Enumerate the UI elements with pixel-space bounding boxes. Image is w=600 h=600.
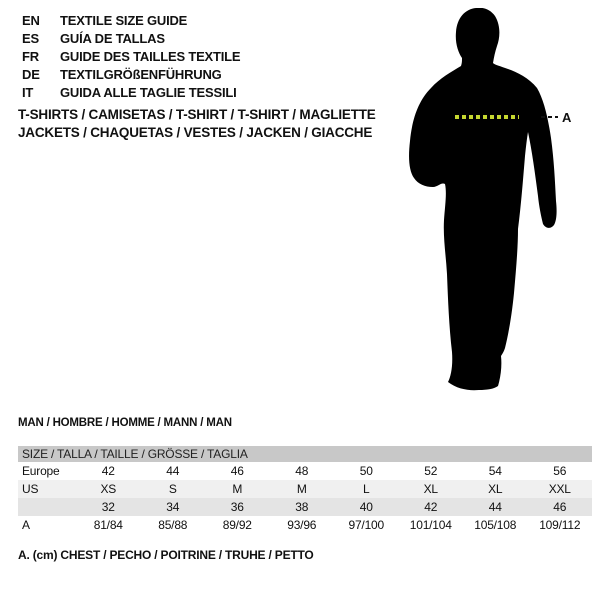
language-row-fr (22, 48, 240, 66)
row-label: Europe (22, 464, 60, 478)
size-cell: 85/88 (158, 518, 188, 532)
size-cell: 40 (359, 500, 373, 514)
size-table-header: SIZE / TALLA / TAILLE / GRÖSSE / TAGLIA (18, 446, 592, 462)
category-tshirts: T-SHIRTS / CAMISETAS / T-SHIRT / T-SHIRT / MAGLIETTE (18, 107, 376, 122)
size-cell: 105/108 (474, 518, 517, 532)
size-cell: 89/92 (222, 518, 252, 532)
table-row-numeric (18, 498, 592, 516)
size-cell: S (168, 482, 177, 496)
size-cell: L (363, 482, 370, 496)
section-title-man: MAN / HOMBRE / HOMME / MANN / MAN (18, 417, 232, 429)
language-list (22, 12, 240, 102)
size-cell: 54 (488, 464, 502, 478)
size-cell: 81/84 (93, 518, 123, 532)
size-cell: 44 (488, 500, 502, 514)
table-row-us (18, 480, 592, 498)
language-code: DE (22, 67, 40, 82)
size-cell: 36 (230, 500, 244, 514)
language-label: GUIDE DES TAILLES TEXTILE (60, 49, 241, 64)
size-cell: 52 (424, 464, 438, 478)
language-row-es (22, 30, 240, 48)
size-cell: 50 (359, 464, 373, 478)
size-cell: M (232, 482, 243, 496)
language-label: TEXTILGRÖßENFÜHRUNG (60, 67, 222, 82)
language-row-it (22, 84, 240, 102)
language-label: TEXTILE SIZE GUIDE (60, 13, 188, 28)
size-cell: XXL (548, 482, 571, 496)
language-code: EN (22, 13, 40, 28)
size-cell: M (296, 482, 307, 496)
size-cell: 46 (230, 464, 244, 478)
size-cell: 97/100 (348, 518, 384, 532)
category-jackets: JACKETS / CHAQUETAS / VESTES / JACKEN / GIACCHE (18, 125, 373, 140)
size-cell: XL (423, 482, 438, 496)
size-cell: 48 (295, 464, 309, 478)
language-code: IT (22, 85, 34, 100)
table-row-chest-a (18, 516, 592, 534)
language-row-de (22, 66, 240, 84)
size-cell: 109/112 (539, 518, 581, 532)
size-table (18, 446, 592, 534)
row-label: A (22, 518, 30, 532)
size-cell: 44 (166, 464, 180, 478)
language-row-en (22, 12, 240, 30)
size-cell: 93/96 (287, 518, 317, 532)
size-cell: 42 (424, 500, 438, 514)
language-label: GUÍA DE TALLAS (60, 31, 165, 46)
size-cell: 42 (101, 464, 115, 478)
row-label (18, 498, 76, 516)
garment-categories (18, 106, 376, 142)
language-code: ES (22, 31, 39, 46)
row-label: US (22, 482, 39, 496)
size-cell: 101/104 (409, 518, 452, 532)
size-cell: 56 (553, 464, 567, 478)
size-cell: XS (100, 482, 117, 496)
measure-label-a: A (562, 110, 572, 125)
size-cell: 32 (101, 500, 115, 514)
man-silhouette-figure (405, 8, 580, 400)
size-cell: 38 (295, 500, 309, 514)
language-label: GUIDA ALLE TAGLIE TESSILI (60, 85, 237, 100)
size-cell: XL (488, 482, 503, 496)
man-silhouette (409, 8, 557, 390)
size-cell: 34 (166, 500, 180, 514)
measurement-footnote: A. (cm) CHEST / PECHO / POITRINE / TRUHE / PETTO (18, 548, 314, 562)
size-cell: 46 (553, 500, 567, 514)
table-row-europe (18, 462, 592, 480)
language-code: FR (22, 49, 39, 64)
